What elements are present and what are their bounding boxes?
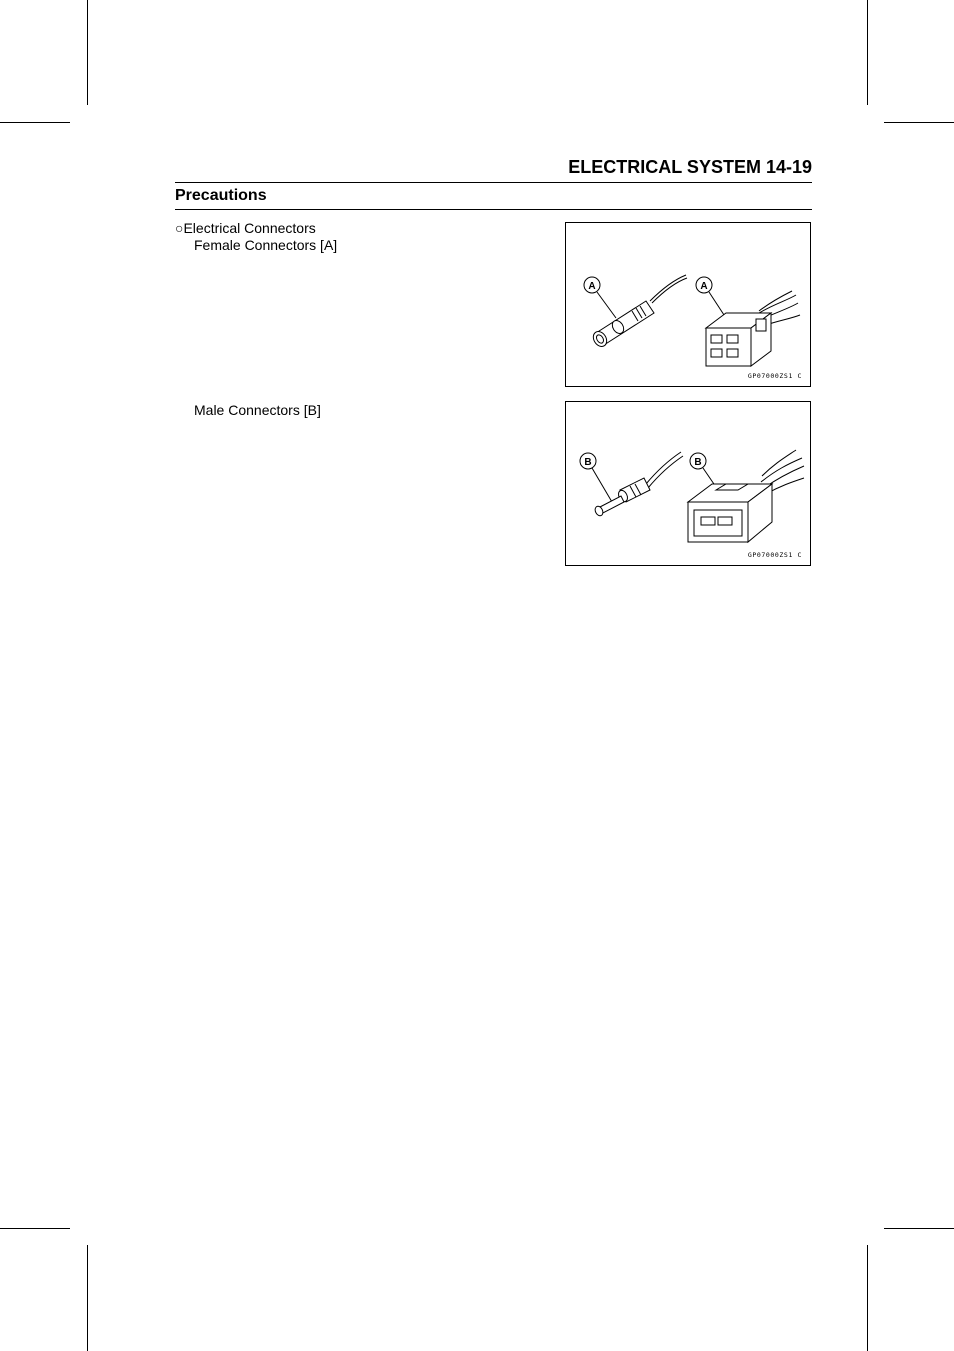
crop-mark bbox=[87, 0, 88, 105]
female-pin-connector-icon bbox=[591, 275, 687, 349]
crop-mark bbox=[884, 122, 954, 123]
crop-mark bbox=[0, 1228, 70, 1229]
page-header bbox=[175, 156, 812, 183]
callout-b-left: B bbox=[584, 457, 592, 468]
figure-female-connectors bbox=[565, 222, 811, 387]
crop-mark bbox=[867, 1245, 868, 1351]
male-pin-connector-icon bbox=[594, 452, 683, 517]
figure-code: GP07000ZS1 C bbox=[747, 551, 802, 559]
section-header bbox=[175, 184, 812, 210]
crop-mark bbox=[884, 1228, 954, 1229]
bullet-item bbox=[175, 220, 316, 237]
callout-b-right: B bbox=[694, 457, 702, 468]
section-title: Precautions bbox=[175, 187, 267, 204]
female-block-connector-icon bbox=[706, 291, 800, 366]
male-connectors-text: Male Connectors [B] bbox=[194, 402, 321, 418]
male-connectors-illustration bbox=[566, 402, 812, 567]
figure-male-connectors bbox=[565, 401, 811, 566]
bullet-text: Electrical Connectors bbox=[183, 220, 316, 236]
crop-mark bbox=[0, 122, 70, 123]
crop-mark bbox=[87, 1245, 88, 1351]
callout-a-right: A bbox=[700, 281, 708, 292]
female-connectors-illustration bbox=[566, 223, 812, 388]
bullet-marker: ○ bbox=[175, 220, 184, 236]
crop-mark bbox=[867, 0, 868, 105]
figure-code: GP07000ZS1 C bbox=[747, 372, 802, 380]
page-title: ELECTRICAL SYSTEM 14-19 bbox=[568, 157, 812, 177]
callout-a-left: A bbox=[588, 281, 596, 292]
female-connectors-text: Female Connectors [A] bbox=[194, 237, 338, 253]
